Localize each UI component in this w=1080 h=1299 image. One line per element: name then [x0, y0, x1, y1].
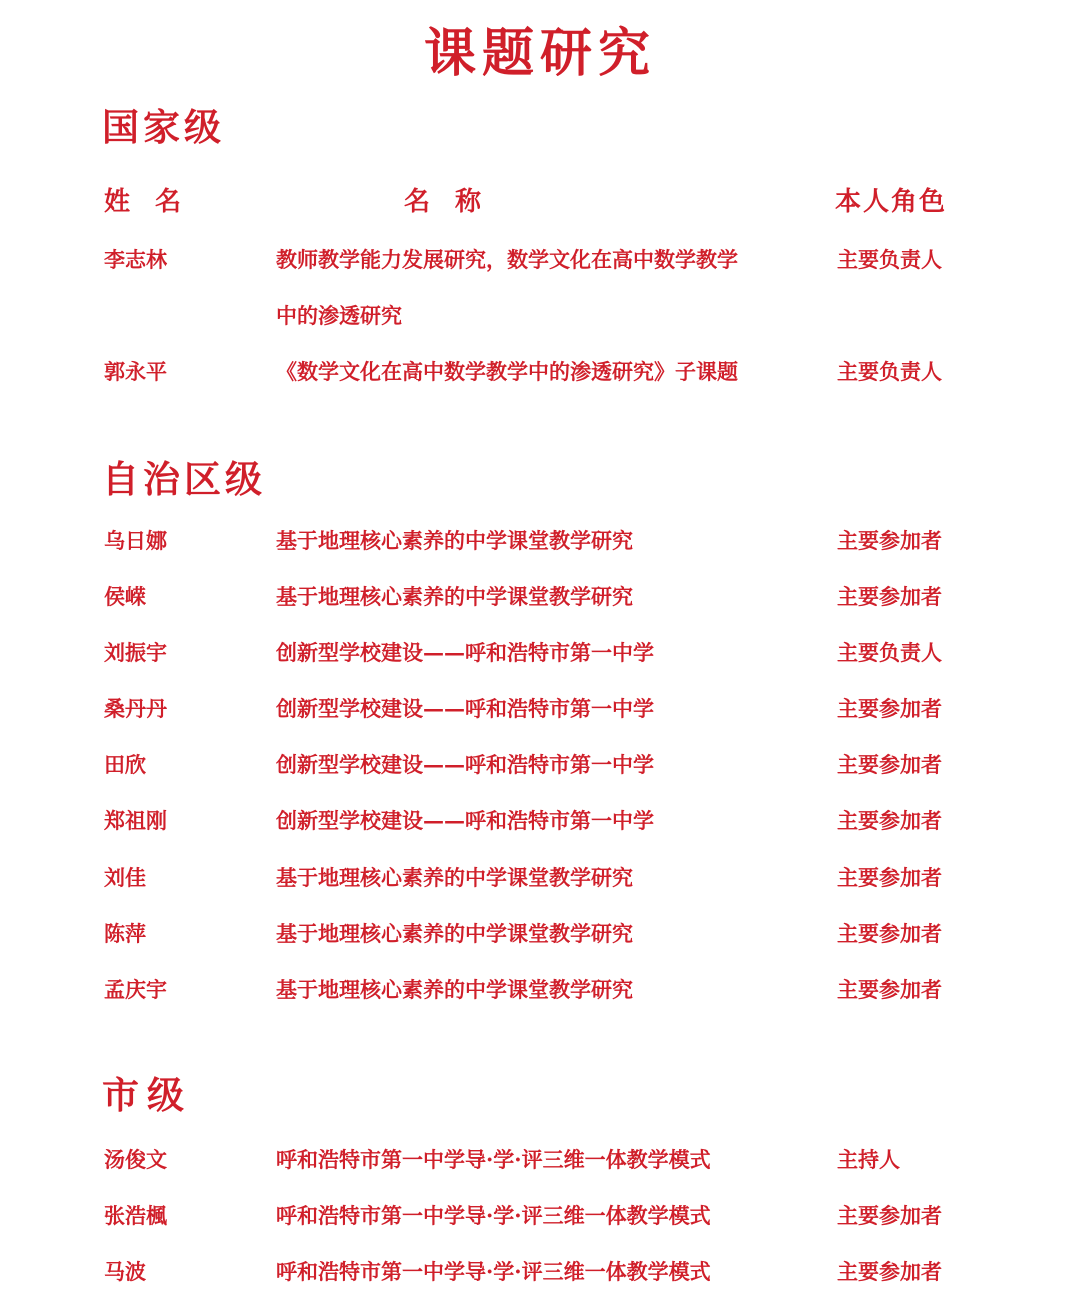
section-title-national: 国家级	[102, 105, 225, 149]
row-role: 主要负责人	[837, 247, 942, 272]
row-title: 呼和浩特市第一中学导·学·评三维一体教学模式	[276, 1203, 711, 1228]
row-name: 张浩楓	[104, 1203, 167, 1228]
row-title: 呼和浩特市第一中学导·学·评三维一体教学模式	[276, 1147, 711, 1172]
row-name: 刘佳	[104, 865, 146, 890]
row-name: 刘振宇	[104, 640, 167, 665]
row-title: 创新型学校建设——呼和浩特市第一中学	[276, 696, 654, 721]
row-title: 《数学文化在高中数学教学中的渗透研究》子课题	[276, 359, 738, 384]
row-name: 郭永平	[104, 359, 167, 384]
row-role: 主要参加者	[837, 584, 942, 609]
header-name: 姓 名	[104, 187, 190, 217]
row-title: 基于地理核心素养的中学课堂教学研究	[276, 865, 633, 890]
row-name: 孟庆宇	[104, 977, 167, 1002]
row-role: 主要参加者	[837, 752, 942, 777]
row-role: 主要负责人	[837, 640, 942, 665]
row-role: 主要参加者	[837, 977, 942, 1002]
row-title: 基于地理核心素养的中学课堂教学研究	[276, 977, 633, 1002]
row-role: 主要参加者	[837, 1259, 942, 1284]
row-title-continued: 中的渗透研究	[276, 303, 402, 328]
row-name: 乌日娜	[104, 528, 167, 553]
row-role: 主要参加者	[837, 1203, 942, 1228]
row-name: 田欣	[104, 752, 146, 777]
row-role: 主要参加者	[837, 808, 942, 833]
row-title: 创新型学校建设——呼和浩特市第一中学	[276, 808, 654, 833]
row-title: 创新型学校建设——呼和浩特市第一中学	[276, 752, 654, 777]
row-title: 教师教学能力发展研究，数学文化在高中数学教学	[276, 247, 738, 272]
row-name: 李志林	[104, 247, 167, 272]
row-role: 主要参加者	[837, 921, 942, 946]
row-title: 基于地理核心素养的中学课堂教学研究	[276, 584, 633, 609]
row-name: 马波	[104, 1259, 146, 1284]
row-title: 呼和浩特市第一中学导·学·评三维一体教学模式	[276, 1259, 711, 1284]
row-title: 创新型学校建设——呼和浩特市第一中学	[276, 640, 654, 665]
section-title-autonomous-region: 自治区级	[102, 457, 266, 501]
header-title: 名 称	[404, 187, 490, 217]
row-title: 基于地理核心素养的中学课堂教学研究	[276, 528, 633, 553]
row-role: 主要参加者	[837, 696, 942, 721]
row-name: 汤俊文	[104, 1147, 167, 1172]
row-title: 基于地理核心素养的中学课堂教学研究	[276, 921, 633, 946]
row-role: 主要参加者	[837, 865, 942, 890]
section-title-city: 市级	[102, 1073, 192, 1117]
row-name: 郑祖刚	[104, 808, 167, 833]
row-name: 桑丹丹	[104, 696, 167, 721]
header-role: 本人角色	[835, 187, 948, 217]
row-role: 主持人	[837, 1147, 900, 1172]
row-role: 主要参加者	[837, 528, 942, 553]
row-role: 主要负责人	[837, 359, 942, 384]
page-title: 课题研究	[423, 23, 656, 84]
row-name: 陈萍	[104, 921, 146, 946]
row-name: 侯嵘	[104, 584, 146, 609]
